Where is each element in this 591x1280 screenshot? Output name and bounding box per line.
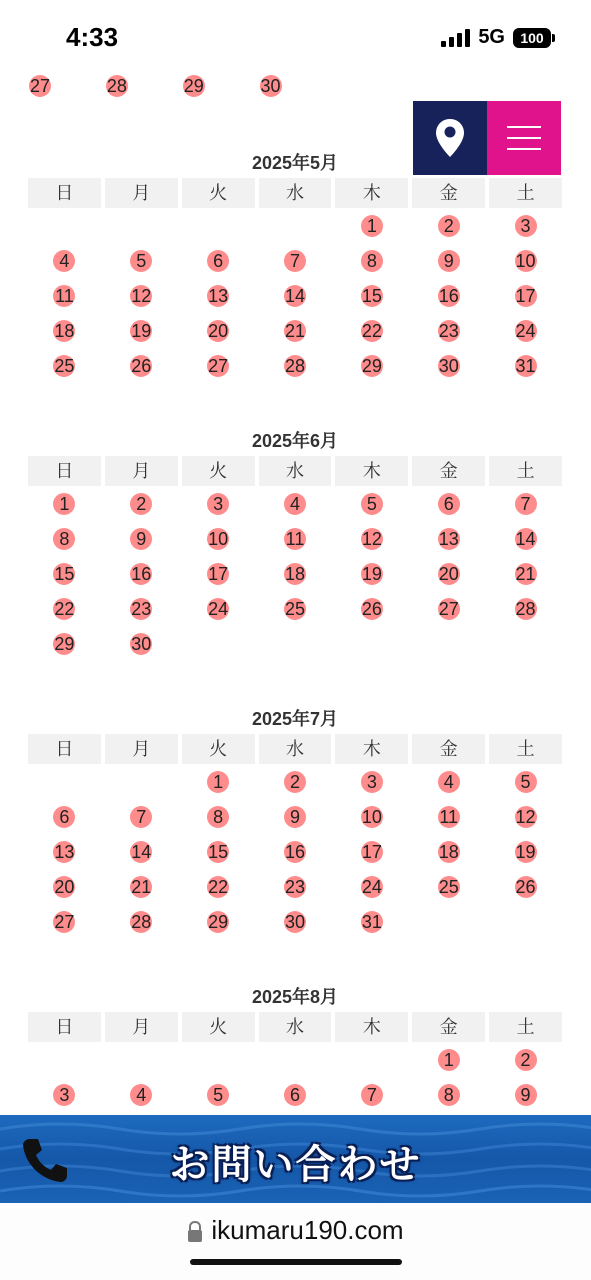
lock-icon <box>187 1221 203 1243</box>
calendar-empty-cell <box>28 208 101 243</box>
calendar-day-cell <box>489 208 562 243</box>
calendar-day[interactable]: 27 <box>29 76 51 96</box>
calendar-day-cell <box>412 208 485 243</box>
calendar-day-cell <box>259 243 332 278</box>
calendar-empty-cell <box>182 208 255 243</box>
calendar-day-cell <box>28 313 101 348</box>
calendar-day[interactable]: 16 <box>284 841 305 862</box>
calendar-day-cell <box>335 799 408 834</box>
calendar-july <box>28 706 562 939</box>
calendar-empty-cell <box>28 764 101 799</box>
calendar-day[interactable]: 22 <box>54 598 75 619</box>
calendar-day[interactable]: 23 <box>284 876 305 897</box>
calendar-day[interactable]: 26 <box>131 355 152 376</box>
calendar-day[interactable]: 5 <box>206 1083 230 1107</box>
calendar-day[interactable]: 8 <box>206 805 230 829</box>
calendar-day[interactable]: 12 <box>131 285 152 306</box>
calendar-day[interactable]: 4 <box>52 249 76 273</box>
calendar-day-cell <box>412 278 485 313</box>
calendar-day-cell <box>182 764 255 799</box>
calendar-day-cell <box>335 486 408 521</box>
calendar-grid <box>28 1042 562 1112</box>
calendar-day[interactable]: 14 <box>515 528 536 549</box>
weekday-label: 土 <box>489 456 562 486</box>
weekday-label: 木 <box>335 178 408 208</box>
calendar-day[interactable]: 5 <box>129 249 153 273</box>
calendar-day[interactable]: 3 <box>360 770 384 794</box>
weekday-header <box>28 456 562 486</box>
calendar-day-cell <box>412 869 485 904</box>
calendar-empty-cell <box>105 764 178 799</box>
network-label: 5G <box>478 26 505 48</box>
calendar-day-cell <box>182 556 255 591</box>
weekday-label: 水 <box>259 456 332 486</box>
calendar-day-cell <box>259 313 332 348</box>
calendar-day[interactable]: 25 <box>438 876 459 897</box>
status-bar <box>0 0 591 78</box>
calendar-day-cell <box>489 799 562 834</box>
calendar-day[interactable]: 30 <box>438 355 459 376</box>
calendar-day[interactable]: 22 <box>361 320 382 341</box>
calendar-day-cell <box>182 904 255 939</box>
calendar-day[interactable]: 14 <box>131 841 152 862</box>
weekday-label: 土 <box>489 1012 562 1042</box>
calendar-day-cell <box>259 486 332 521</box>
battery-icon <box>513 28 551 48</box>
url-text: ikumaru190.com <box>211 1215 404 1245</box>
calendar-day[interactable]: 29 <box>361 355 382 376</box>
calendar-day-cell <box>489 521 562 556</box>
calendar-day[interactable]: 11 <box>52 284 76 308</box>
calendar-day-cell <box>182 313 255 348</box>
calendar-day-cell <box>489 764 562 799</box>
calendar-day[interactable]: 6 <box>206 249 230 273</box>
calendar-day-cell <box>182 799 255 834</box>
calendar-day[interactable]: 15 <box>54 563 75 584</box>
calendar-day[interactable]: 4 <box>129 1083 153 1107</box>
calendar-day-cell <box>335 904 408 939</box>
weekday-label: 日 <box>28 734 101 764</box>
calendar-day[interactable]: 22 <box>208 876 229 897</box>
calendar-day-cell <box>412 243 485 278</box>
calendar-empty-cell <box>182 1042 255 1077</box>
calendar-day-cell <box>182 348 255 383</box>
calendar-day-cell <box>105 313 178 348</box>
calendar-day-cell <box>28 486 101 521</box>
calendar-june <box>28 428 562 661</box>
home-indicator <box>190 1259 402 1265</box>
calendar-month-title: 2025年5月 <box>251 153 339 173</box>
calendar-day[interactable]: 7 <box>360 1083 384 1107</box>
url-text-wrap <box>0 1215 591 1246</box>
calendar-day-cell <box>489 1042 562 1077</box>
weekday-label: 水 <box>259 178 332 208</box>
calendar-day-cell <box>259 74 332 108</box>
calendar-day[interactable]: 24 <box>208 598 229 619</box>
calendar-day-cell <box>105 869 178 904</box>
browser-url-bar[interactable] <box>0 1203 591 1280</box>
weekday-label: 土 <box>489 178 562 208</box>
calendar-day-cell <box>259 1077 332 1112</box>
calendar-day-cell <box>412 1042 485 1077</box>
calendar-day-cell <box>412 591 485 626</box>
calendar-day[interactable]: 11 <box>283 527 307 551</box>
calendar-day-cell <box>105 591 178 626</box>
calendar-day[interactable]: 30 <box>260 76 281 96</box>
calendar-day-cell <box>489 313 562 348</box>
weekday-label: 土 <box>489 734 562 764</box>
weekday-label: 日 <box>28 178 101 208</box>
calendar-day-cell <box>182 1077 255 1112</box>
calendar-day-cell <box>28 243 101 278</box>
calendar-day[interactable]: 18 <box>438 841 459 862</box>
status-right <box>441 26 551 49</box>
calendar-day-cell <box>412 799 485 834</box>
calendar-day[interactable]: 19 <box>131 320 152 341</box>
calendar-day[interactable]: 1 <box>360 214 384 238</box>
calendar-day-cell <box>182 591 255 626</box>
calendar-day-cell <box>259 764 332 799</box>
weekday-label: 金 <box>412 456 485 486</box>
calendar-day[interactable]: 28 <box>515 598 536 619</box>
weekday-header <box>28 178 562 208</box>
calendar-day[interactable]: 10 <box>208 528 229 549</box>
weekday-label: 金 <box>412 178 485 208</box>
calendar-day[interactable]: 10 <box>515 250 536 271</box>
calendar-day[interactable]: 1 <box>206 770 230 794</box>
weekday-label: 月 <box>105 178 178 208</box>
calendar-day-cell <box>259 834 332 869</box>
weekday-label: 火 <box>182 178 255 208</box>
calendar-day[interactable]: 7 <box>129 805 153 829</box>
calendar-day-cell <box>105 74 178 108</box>
calendar-day-cell <box>105 243 178 278</box>
calendar-day-cell <box>489 278 562 313</box>
calendar-day-cell <box>182 521 255 556</box>
calendar-day[interactable]: 21 <box>515 563 536 584</box>
calendar-day[interactable]: 8 <box>52 527 76 551</box>
calendar-day[interactable]: 31 <box>515 355 536 376</box>
weekday-label: 木 <box>335 456 408 486</box>
calendar-day[interactable]: 4 <box>283 492 307 516</box>
calendar-day-cell <box>489 243 562 278</box>
calendar-day-cell <box>28 799 101 834</box>
calendar-day[interactable]: 20 <box>54 876 75 897</box>
battery-level: 100 <box>520 29 544 46</box>
calendar-day[interactable]: 9 <box>129 527 153 551</box>
calendar-day-cell <box>259 556 332 591</box>
calendar-day[interactable]: 29 <box>54 633 75 654</box>
calendar-day-cell <box>182 243 255 278</box>
calendar-day-cell <box>335 1077 408 1112</box>
calendar-day-cell <box>182 278 255 313</box>
calendar-day-cell <box>335 521 408 556</box>
calendar-day-cell <box>182 486 255 521</box>
calendar-day-cell <box>489 348 562 383</box>
calendar-day[interactable]: 17 <box>208 563 229 584</box>
calendar-day-cell <box>105 834 178 869</box>
calendar-empty-cell <box>259 208 332 243</box>
calendar-day[interactable]: 23 <box>131 598 152 619</box>
calendar-day[interactable]: 14 <box>284 285 305 306</box>
calendar-day-cell <box>105 1077 178 1112</box>
calendar-day-cell <box>28 904 101 939</box>
calendar-day-cell <box>28 521 101 556</box>
calendar-day[interactable]: 2 <box>437 214 461 238</box>
calendar-day[interactable]: 18 <box>54 320 75 341</box>
calendar-day[interactable]: 5 <box>514 770 538 794</box>
calendar-day[interactable]: 6 <box>52 805 76 829</box>
calendar-day[interactable]: 9 <box>283 805 307 829</box>
calendar-day-cell <box>335 591 408 626</box>
calendar-day-cell <box>28 869 101 904</box>
calendar-day-cell <box>105 486 178 521</box>
calendar-day-cell <box>259 521 332 556</box>
weekday-label: 金 <box>412 734 485 764</box>
weekday-label: 木 <box>335 734 408 764</box>
calendar-day-cell <box>412 834 485 869</box>
calendar-day[interactable]: 6 <box>283 1083 307 1107</box>
weekday-label: 火 <box>182 734 255 764</box>
calendar-day[interactable]: 17 <box>515 285 536 306</box>
calendar-day-cell <box>105 556 178 591</box>
calendar-day[interactable]: 13 <box>208 285 229 306</box>
calendar-day[interactable]: 13 <box>438 528 459 549</box>
contact-bar[interactable] <box>0 1115 591 1203</box>
calendar-day[interactable]: 2 <box>283 770 307 794</box>
calendar-day[interactable]: 15 <box>208 841 229 862</box>
calendar-day[interactable]: 4 <box>437 770 461 794</box>
calendar-day-cell <box>412 521 485 556</box>
calendar-day[interactable]: 18 <box>284 563 305 584</box>
calendar-day-cell <box>335 208 408 243</box>
calendar-day-cell <box>489 869 562 904</box>
calendar-day-cell <box>335 834 408 869</box>
calendar-day-cell <box>412 764 485 799</box>
calendar-grid <box>28 486 562 661</box>
calendar-day[interactable]: 19 <box>361 563 382 584</box>
weekday-label: 水 <box>259 1012 332 1042</box>
calendar-day-cell <box>335 764 408 799</box>
calendar-day-cell <box>105 904 178 939</box>
calendar-day[interactable]: 11 <box>437 805 461 829</box>
calendar-day[interactable]: 24 <box>515 320 536 341</box>
calendar-day-cell <box>489 591 562 626</box>
calendar-empty-cell <box>28 1042 101 1077</box>
calendar-day-cell <box>259 591 332 626</box>
calendar-day-cell <box>412 486 485 521</box>
calendar-day-cell <box>105 626 178 661</box>
calendar-day[interactable]: 27 <box>438 598 459 619</box>
calendar-day[interactable]: 29 <box>183 76 204 96</box>
calendar-day-cell <box>489 834 562 869</box>
calendar-day[interactable]: 9 <box>437 249 461 273</box>
calendar-day[interactable]: 21 <box>131 876 152 897</box>
calendar-day[interactable]: 13 <box>54 841 75 862</box>
calendar-day[interactable]: 8 <box>437 1083 461 1107</box>
calendar-day[interactable]: 1 <box>437 1048 461 1072</box>
calendar-day[interactable]: 24 <box>361 876 382 897</box>
calendar-day[interactable]: 16 <box>438 285 459 306</box>
status-time: 4:33 <box>66 22 119 52</box>
calendar-day-cell <box>28 74 101 108</box>
weekday-label: 月 <box>105 1012 178 1042</box>
calendar-empty-cell <box>105 1042 178 1077</box>
calendar-day[interactable]: 15 <box>361 285 382 306</box>
calendar-day-cell <box>489 556 562 591</box>
calendar-month-title: 2025年8月 <box>251 987 339 1007</box>
calendar-day[interactable]: 3 <box>206 492 230 516</box>
calendar-day[interactable]: 20 <box>208 320 229 341</box>
calendar-day-cell <box>335 243 408 278</box>
calendar-day[interactable]: 27 <box>54 911 75 932</box>
calendar-day-cell <box>105 521 178 556</box>
calendar-day[interactable]: 23 <box>438 320 459 341</box>
weekday-label: 火 <box>182 1012 255 1042</box>
calendar-day[interactable]: 28 <box>106 76 127 96</box>
calendar-day-cell <box>259 904 332 939</box>
calendar-day-cell <box>105 278 178 313</box>
calendar-day[interactable]: 25 <box>284 598 305 619</box>
weekday-label: 月 <box>105 734 178 764</box>
calendar-day[interactable]: 2 <box>514 1048 538 1072</box>
calendar-day-cell <box>28 1077 101 1112</box>
calendar-day[interactable]: 17 <box>361 841 382 862</box>
calendar-empty-cell <box>105 208 178 243</box>
weekday-label: 日 <box>28 1012 101 1042</box>
calendar-empty-cell <box>335 1042 408 1077</box>
calendar-day-cell <box>489 486 562 521</box>
calendar-grid <box>28 208 562 383</box>
calendar-day[interactable]: 26 <box>515 876 536 897</box>
calendar-day[interactable]: 7 <box>514 492 538 516</box>
calendar-day-cell <box>28 834 101 869</box>
calendar-day-cell <box>28 591 101 626</box>
calendar-day-cell <box>335 278 408 313</box>
calendar-day[interactable]: 10 <box>361 806 382 827</box>
calendar-day[interactable]: 31 <box>361 911 382 932</box>
weekday-label: 木 <box>335 1012 408 1042</box>
calendar-day[interactable]: 16 <box>131 563 152 584</box>
calendar-day-cell <box>182 74 255 108</box>
calendar-day[interactable]: 3 <box>514 214 538 238</box>
calendar-day[interactable]: 28 <box>131 911 152 932</box>
calendar-day[interactable]: 7 <box>283 249 307 273</box>
weekday-label: 日 <box>28 456 101 486</box>
calendar-day[interactable]: 25 <box>54 355 75 376</box>
calendar-day-cell <box>105 799 178 834</box>
calendar-day[interactable]: 30 <box>131 633 152 654</box>
calendar-day-cell <box>105 348 178 383</box>
calendar-day[interactable]: 6 <box>437 492 461 516</box>
calendar-day[interactable]: 20 <box>438 563 459 584</box>
calendar-month-title: 2025年7月 <box>251 709 339 729</box>
hamburger-line <box>507 126 541 128</box>
calendar-day[interactable]: 26 <box>361 598 382 619</box>
calendar-day[interactable]: 5 <box>360 492 384 516</box>
weekday-label: 金 <box>412 1012 485 1042</box>
weekday-label: 水 <box>259 734 332 764</box>
calendar-day-cell <box>28 626 101 661</box>
weekday-label: 月 <box>105 456 178 486</box>
calendar-day-cell <box>259 278 332 313</box>
calendar-august <box>28 984 562 1112</box>
calendar-day-cell <box>28 278 101 313</box>
calendar-day[interactable]: 2 <box>129 492 153 516</box>
calendar-grid <box>28 764 562 939</box>
calendar-empty-cell <box>259 1042 332 1077</box>
calendar-day[interactable]: 27 <box>208 355 229 376</box>
calendar-day-cell <box>28 556 101 591</box>
calendar-day-cell <box>412 556 485 591</box>
contact-label: お問い合わせ <box>169 1143 422 1187</box>
calendar-day-cell <box>412 313 485 348</box>
calendar-day-cell <box>259 799 332 834</box>
calendar-day[interactable]: 1 <box>52 492 76 516</box>
calendar-day-cell <box>259 869 332 904</box>
calendar-month-title: 2025年6月 <box>251 431 339 451</box>
calendar-day[interactable]: 29 <box>208 911 229 932</box>
hamburger-line <box>507 137 541 139</box>
calendar-day-cell <box>335 313 408 348</box>
calendar-day-cell <box>335 348 408 383</box>
calendar-day-cell <box>182 834 255 869</box>
calendar-day-cell <box>28 348 101 383</box>
calendar-day[interactable]: 21 <box>284 320 305 341</box>
calendar-day-cell <box>259 348 332 383</box>
signal-icon <box>441 29 470 47</box>
calendar-day-cell <box>412 348 485 383</box>
calendar-day-cell <box>489 1077 562 1112</box>
calendar-day[interactable]: 28 <box>284 355 305 376</box>
calendar-day[interactable]: 12 <box>361 528 382 549</box>
calendar-day[interactable]: 19 <box>515 841 536 862</box>
weekday-label: 火 <box>182 456 255 486</box>
weekday-header <box>28 1012 562 1042</box>
calendar-day-cell <box>412 1077 485 1112</box>
calendar-day-cell <box>182 869 255 904</box>
weekday-header <box>28 734 562 764</box>
calendar-day-cell <box>335 556 408 591</box>
calendar-day[interactable]: 12 <box>515 806 536 827</box>
calendar-day[interactable]: 30 <box>284 911 305 932</box>
calendar-day-cell <box>335 869 408 904</box>
calendar-day[interactable]: 8 <box>360 249 384 273</box>
calendar-may <box>28 150 562 383</box>
calendar-day[interactable]: 3 <box>52 1083 76 1107</box>
calendar-day[interactable]: 9 <box>514 1083 538 1107</box>
